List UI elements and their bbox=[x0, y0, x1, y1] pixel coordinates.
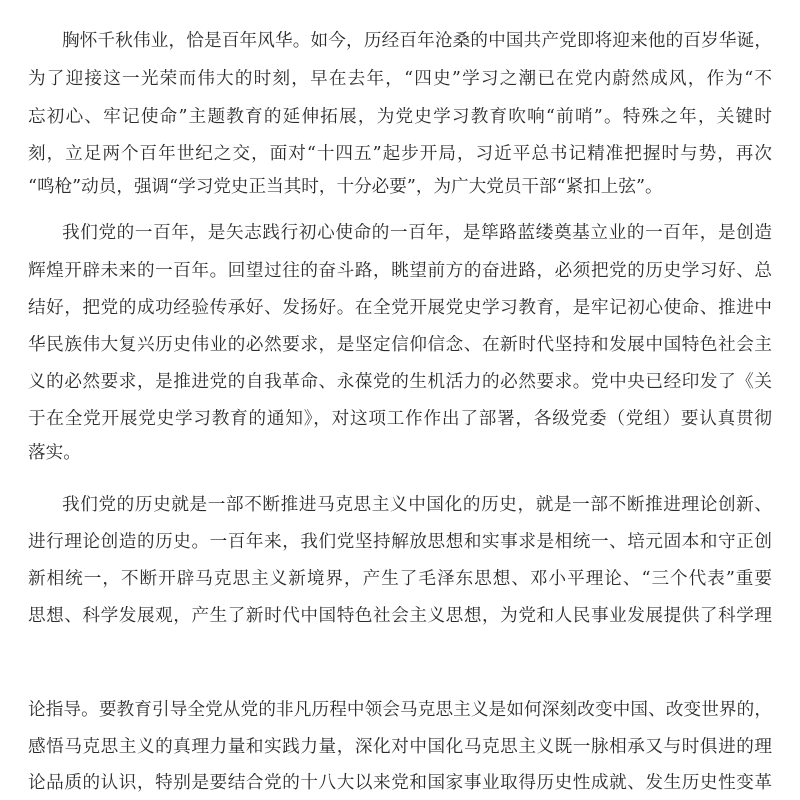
text-line: 结好，把党的成功经验传承好、发扬好。在全党开展党史学习教育，是牢记初心使命、推进中 bbox=[28, 298, 772, 318]
text-line: 落实。 bbox=[28, 443, 81, 463]
text-line: 忘初心、牢记使命”主题教育的延伸拓展，为党史学习教育吹响“前哨”。特殊之年，关键时 bbox=[28, 107, 772, 127]
text-line: 新相统一，不断开辟马克思主义新境界，产生了毛泽东思想、邓小平理论、“三个代表”重要 bbox=[28, 569, 772, 589]
text-line: 我们党的一百年，是矢志践行初心使命的一百年，是筚路蓝缕奠基立业的一百年，是创造 bbox=[62, 223, 772, 243]
text-line: 思想、科学发展观，产生了新时代中国特色社会主义思想，为党和人民事业发展提供了科学理 bbox=[28, 606, 772, 626]
text-line: 义的必然要求，是推进党的自我革命、永葆党的生机活力的必然要求。党中央已经印发了《关 bbox=[28, 372, 772, 392]
text-line: 论品质的认识，特别是要结合党的十八大以来党和国家事业取得历史性成就、发生历史性变革 bbox=[28, 773, 772, 793]
text-line: 感悟马克思主义的真理力量和实践力量，深化对中国化马克思主义既一脉相承又与时俱进的理 bbox=[28, 737, 772, 757]
text-line: 华民族伟大复兴历史伟业的必然要求，是坚定信仰信念、在新时代坚持和发展中国特色社会主 bbox=[28, 335, 772, 355]
text-line: 我们党的历史就是一部不断推进马克思主义中国化的历史，就是一部不断推进理论创新、 bbox=[62, 495, 772, 515]
text-line: 为了迎接这一光荣而伟大的时刻，早在去年，“四史”学习之潮已在党内蔚然成风，作为“不 bbox=[28, 69, 772, 89]
text-line: 刻，立足两个百年世纪之交，面对“十四五”起步开局，习近平总书记精准把握时与势，再次 bbox=[28, 144, 772, 164]
text-line: 于在全党开展党史学习教育的通知》，对这项工作作出了部署，各级党委（党组）要认真贯彻 bbox=[28, 409, 772, 429]
text-line: 进行理论创造的历史。一百年来，我们党坚持解放思想和实事求是相统一、培元固本和守正创 bbox=[28, 532, 772, 552]
text-line: 辉煌开辟未来的一百年。回望过往的奋斗路，眺望前方的奋进路，必须把党的历史学习好、总 bbox=[28, 261, 772, 281]
text-line: 论指导。要教育引导全党从党的非凡历程中领会马克思主义是如何深刻改变中国、改变世界的， bbox=[28, 700, 772, 720]
text-line: “鸣枪”动员，强调“学习党史正当其时，十分必要”，为广大党员干部“紧扣上弦”。 bbox=[28, 177, 663, 197]
text-line: 胸怀千秋伟业，恰是百年风华。如今，历经百年沧桑的中国共产党即将迎来他的百岁华诞， bbox=[62, 31, 772, 51]
